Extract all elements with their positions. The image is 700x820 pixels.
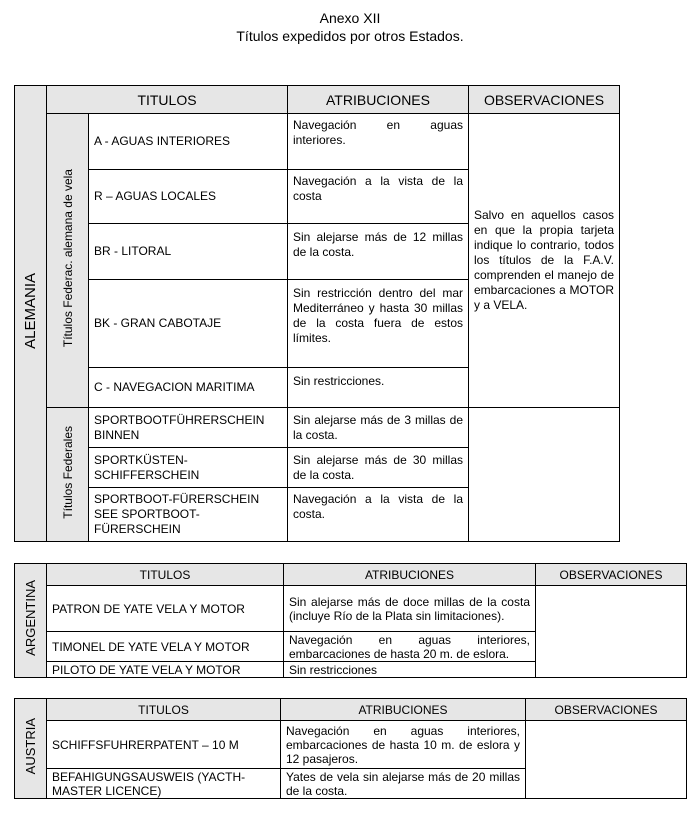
atribucion-cell: Sin restricciones [284, 662, 536, 678]
col-atribuciones: ATRIBUCIONES [288, 86, 469, 114]
col-atribuciones: ATRIBUCIONES [281, 699, 526, 721]
atribucion-cell: Navegación en aguas interiores, embarcaciones de hasta 20 m. de eslora. [284, 632, 536, 662]
atribucion-cell: Navegación a la vista de la costa [288, 170, 469, 224]
titulo-cell: A - AGUAS INTERIORES [89, 114, 288, 170]
col-titulos: TITULOS [47, 86, 288, 114]
table-argentina [14, 563, 687, 678]
atribucion-cell: Navegación en aguas interiores. [288, 114, 469, 170]
page-title: Títulos expedidos por otros Estados. [236, 28, 464, 44]
country-label: ARGENTINA [15, 564, 47, 678]
titulo-cell: SPORTKÜSTEN-SCHIFFERSCHEIN [89, 448, 288, 488]
atribucion-cell: Sin alejarse más de 12 millas de la costa. [288, 224, 469, 280]
group-label: Títulos Federac. alemana de vela [47, 114, 89, 408]
col-titulos: TITULOS [47, 699, 281, 721]
titulo-cell: SPORTBOOT-FÜRERSCHEIN SEE SPORTBOOT-FÜRERSCHEIN [89, 488, 288, 542]
col-observaciones: OBSERVACIONES [526, 699, 687, 721]
observaciones-cell-empty [469, 408, 620, 542]
titulo-cell: SCHIFFSFUHRERPATENT – 10 M [47, 721, 281, 769]
atribucion-cell: Navegación a la vista de la costa. [288, 488, 469, 542]
table-row [15, 408, 620, 448]
titulo-cell: PILOTO DE YATE VELA Y MOTOR [47, 662, 284, 678]
country-label: AUSTRIA [15, 699, 47, 799]
col-atribuciones: ATRIBUCIONES [284, 564, 536, 586]
table-row [15, 721, 687, 769]
col-titulos: TITULOS [47, 564, 284, 586]
atribucion-cell: Sin alejarse más de doce millas de la costa (incluye Río de la Plata sin limitaciones). [284, 586, 536, 632]
atribucion-cell: Navegación en aguas interiores, embarcaciones de hasta 10 m. de eslora y 12 pasajeros. [281, 721, 526, 769]
country-label: ALEMANIA [15, 86, 47, 542]
titulo-cell: C - NAVEGACION MARITIMA [89, 368, 288, 408]
titulo-cell: TIMONEL DE YATE VELA Y MOTOR [47, 632, 284, 662]
atribucion-cell: Sin restricción dentro del mar Mediterráneo y hasta 30 millas de la costa fuera de estos límites. [288, 280, 469, 368]
col-observaciones: OBSERVACIONES [469, 86, 620, 114]
atribucion-cell: Sin restricciones. [288, 368, 469, 408]
titulo-cell: SPORTBOOTFÜHRERSCHEIN BINNEN [89, 408, 288, 448]
observaciones-cell-empty [536, 586, 687, 678]
col-observaciones: OBSERVACIONES [536, 564, 687, 586]
titulo-cell: R – AGUAS LOCALES [89, 170, 288, 224]
annex-heading: Anexo XII [319, 10, 381, 26]
observaciones-cell-empty [526, 721, 687, 799]
table-row [15, 114, 620, 170]
titulo-cell: BK - GRAN CABOTAJE [89, 280, 288, 368]
table-alemania [14, 85, 620, 542]
titulo-cell: BR - LITORAL [89, 224, 288, 280]
observaciones-cell: Salvo en aquellos casos en que la propia tarjeta indique lo contrario, todos los títulos de la F.A.V. comprenden el manejo de embarcaciones a MOTOR y a VELA. [469, 114, 620, 408]
titulo-cell: BEFAHIGUNGSAUSWEIS (YACTH-MASTER LICENCE) [47, 769, 281, 799]
atribucion-cell: Yates de vela sin alejarse más de 20 millas de la costa. [281, 769, 526, 799]
group-label: Títulos Federales [47, 408, 89, 542]
titulo-cell: PATRON DE YATE VELA Y MOTOR [47, 586, 284, 632]
atribucion-cell: Sin alejarse más de 30 millas de la costa. [288, 448, 469, 488]
table-austria [14, 698, 687, 799]
atribucion-cell: Sin alejarse más de 3 millas de la costa. [288, 408, 469, 448]
table-row [15, 586, 687, 632]
